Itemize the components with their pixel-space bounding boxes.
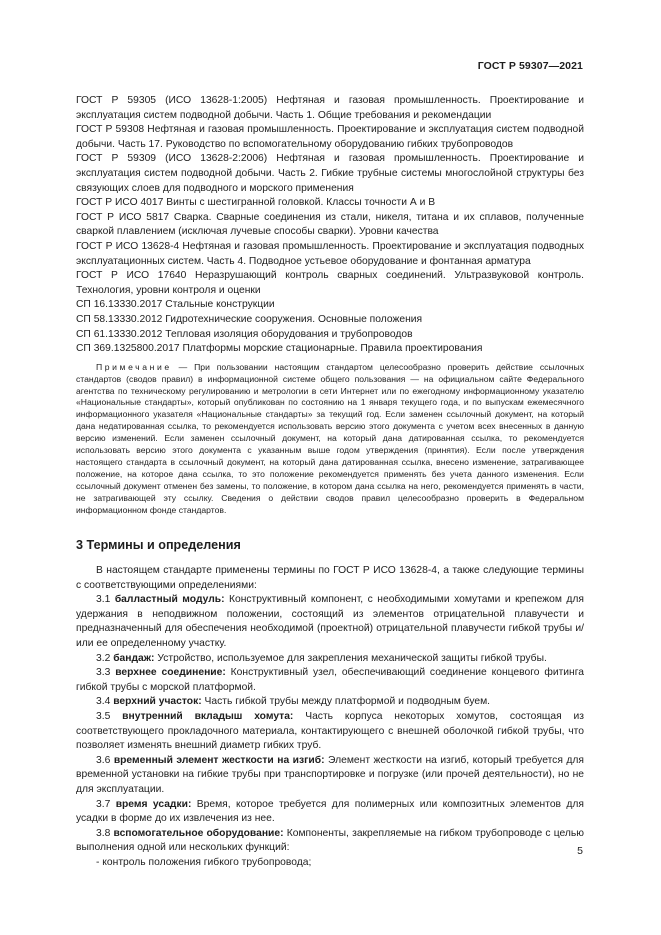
term-name: внутренний вкладыш хомута: (122, 711, 294, 722)
reference-item: ГОСТ Р ИСО 5817 Сварка. Сварные соединения из стали, никеля, титана и их сплавов, полученные сваркой плавлением (исключая лучевые способы сварки). Уровни качества (76, 211, 584, 238)
term-text: Конструктивный узел, обеспечивающий соединение концевого фитинга гибкой трубы с морской платформой. (76, 667, 584, 693)
note-label: Примечание (96, 361, 172, 372)
page-number: 5 (577, 845, 583, 857)
term-definition (76, 666, 584, 695)
reference-item: ГОСТ Р ИСО 4017 Винты с шестигранной головкой. Классы точности А и В (76, 197, 436, 209)
term-number: 3.6 (96, 754, 114, 766)
reference-item: ГОСТ Р 59308 Нефтяная и газовая промышленность. Проектирование и эксплуатация систем подводной добычи. Часть 17. Руководство по вспомогательному оборудованию гибких трубопроводов (76, 124, 584, 150)
term-definition (76, 593, 584, 651)
term-definition (76, 710, 584, 754)
term-definition (76, 798, 584, 827)
reference-item: ГОСТ Р ИСО 13628-4 Нефтяная и газовая промышленность. Проектирование и эксплуатация подводных эксплуатационных систем. Часть 4. Подводное устьевое оборудование и фонтанная арматура (76, 240, 584, 267)
term-definition (76, 652, 584, 667)
page-content (76, 94, 584, 871)
term-name: верхнее соединение: (115, 667, 226, 679)
term-definition (76, 695, 584, 710)
term-name: время усадки: (115, 798, 192, 810)
term-number: 3.1 (96, 594, 115, 606)
reference-item: СП 16.13330.2017 Стальные конструкции (76, 299, 275, 311)
term-number: 3.3 (96, 667, 116, 679)
reference-item: ГОСТ Р 59305 (ИСО 13628-1:2005) Нефтяная и газовая промышленность. Проектирование и эксплуатация систем подводной добычи. Часть 1. Общие требования и рекомендации (76, 95, 584, 121)
term-definition (76, 754, 584, 798)
term-number: 3.2 (96, 652, 114, 664)
term-number: 3.4 (96, 696, 114, 708)
term-name: балластный модуль: (114, 594, 225, 606)
term-name: временный элемент жесткости на изгиб: (113, 754, 325, 766)
note-paragraph (76, 362, 584, 517)
reference-item: ГОСТ Р 59309 (ИСО 13628-2:2006) Нефтяная и газовая промышленность. Проектирование и эксплуатация систем подводной добычи. Часть 2. Гибкие трубные системы многослойной структуры без связующих слоев для подводного и морского применения (76, 153, 584, 194)
reference-item: СП 369.1325800.2017 Платформы морские стационарные. Правила проектирования (76, 343, 483, 355)
reference-item: СП 58.13330.2012 Гидротехнические сооружения. Основные положения (76, 313, 423, 325)
term-text: Конструктивный компонент, с необходимыми хомутами и крепежом для удержания в неподвижном положении, состоящий из элементов отрицательной плавучести и предназначенный для обеспечения необходимой (проектной) отрицательной плавучести гибкой трубы и/или ее определенному участку. (76, 594, 584, 650)
section-title: 3 Термины и определения (76, 538, 241, 553)
list-item: - контроль положения гибкого трубопровода; (96, 856, 312, 868)
term-text: Компоненты, закрепляемые на гибком трубопроводе с целью выполнения одной или нескольких функций: (76, 827, 584, 854)
normative-references (76, 94, 584, 357)
term-number: 3.8 (96, 827, 114, 839)
term-definition (76, 827, 584, 856)
section-intro: В настоящем стандарте применены термины по ГОСТ Р ИСО 13628-4, а также следующие термины с соответствующими определениями: (76, 565, 584, 591)
term-text: Время, которое требуется для полимерных или композитных элементов для усадки в форме до их извлечения из нее. (76, 798, 584, 825)
term-name: верхний участок: (113, 696, 202, 708)
reference-item: ГОСТ Р ИСО 17640 Неразрушающий контроль сварных соединений. Ультразвуковой контроль. Технология, уровни контроля и оценки (76, 270, 584, 296)
term-name: бандаж: (113, 652, 155, 664)
term-text: Часть корпуса некоторых хомутов, состоящая из соответствующего прокладочного материала, контактирующего с внешней оболочкой гибкой трубы, что позволяет изменять внешний диаметр гибких труб. (76, 711, 584, 752)
reference-item: СП 61.13330.2012 Тепловая изоляция оборудования и трубопроводов (76, 328, 413, 340)
term-text: Часть гибкой трубы между платформой и подводным буем. (201, 696, 491, 708)
document-code: ГОСТ Р 59307—2021 (477, 60, 583, 72)
term-text: Устройство, используемое для закрепления механической защиты гибкой трубы. (154, 652, 547, 664)
term-number: 3.5 (96, 711, 123, 722)
note-text: — При пользовании настоящим стандартом целесообразно проверить действие ссылочных стандартов (сводов правил) в информационной системе общего пользования — на официальном сайте Федерального агентства по техническому регулированию и метрологии в сети Интернет или по ежегодному информационному указателю «Национальные стандарты», который опубликован по состоянию на 1 января текущего года, и по выпускам ежемесячного информационного указателя «Национальные стандарты» за текущий год. Если заменен ссылочный документ, на который дана недатированная ссылка, то рекомендуется использовать версию этого документа с учетом всех внесенных в данную версию изменений. Если заменен ссылочный документ, на который дана датированная ссылка, то рекомендуется использовать версию этого документа с указанным выше годом утверждения (принятия). Если после утверждения настоящего стандарта в ссылочный документ, на который дана датированная ссылка, внесено изменение, затрагивающее положение, на которое дана ссылка, то это положение рекомендуется применять без учета данного изменения. Если ссылочный документ отменен без замены, то положение, в котором дана ссылка на него, рекомендуется применять в части, не затрагивающей эту ссылку. Сведения о действии сводов правил целесообразно проверить в Федеральном информационном фонде стандартов. (76, 361, 584, 515)
term-number: 3.7 (96, 798, 116, 810)
term-text: Элемент жесткости на изгиб, который требуется для временной установки на гибкие трубы при транспортировке и погрузке (или прочей деятельности), но не для эксплуатации. (76, 754, 584, 795)
term-name: вспомогательное оборудование: (113, 827, 284, 839)
